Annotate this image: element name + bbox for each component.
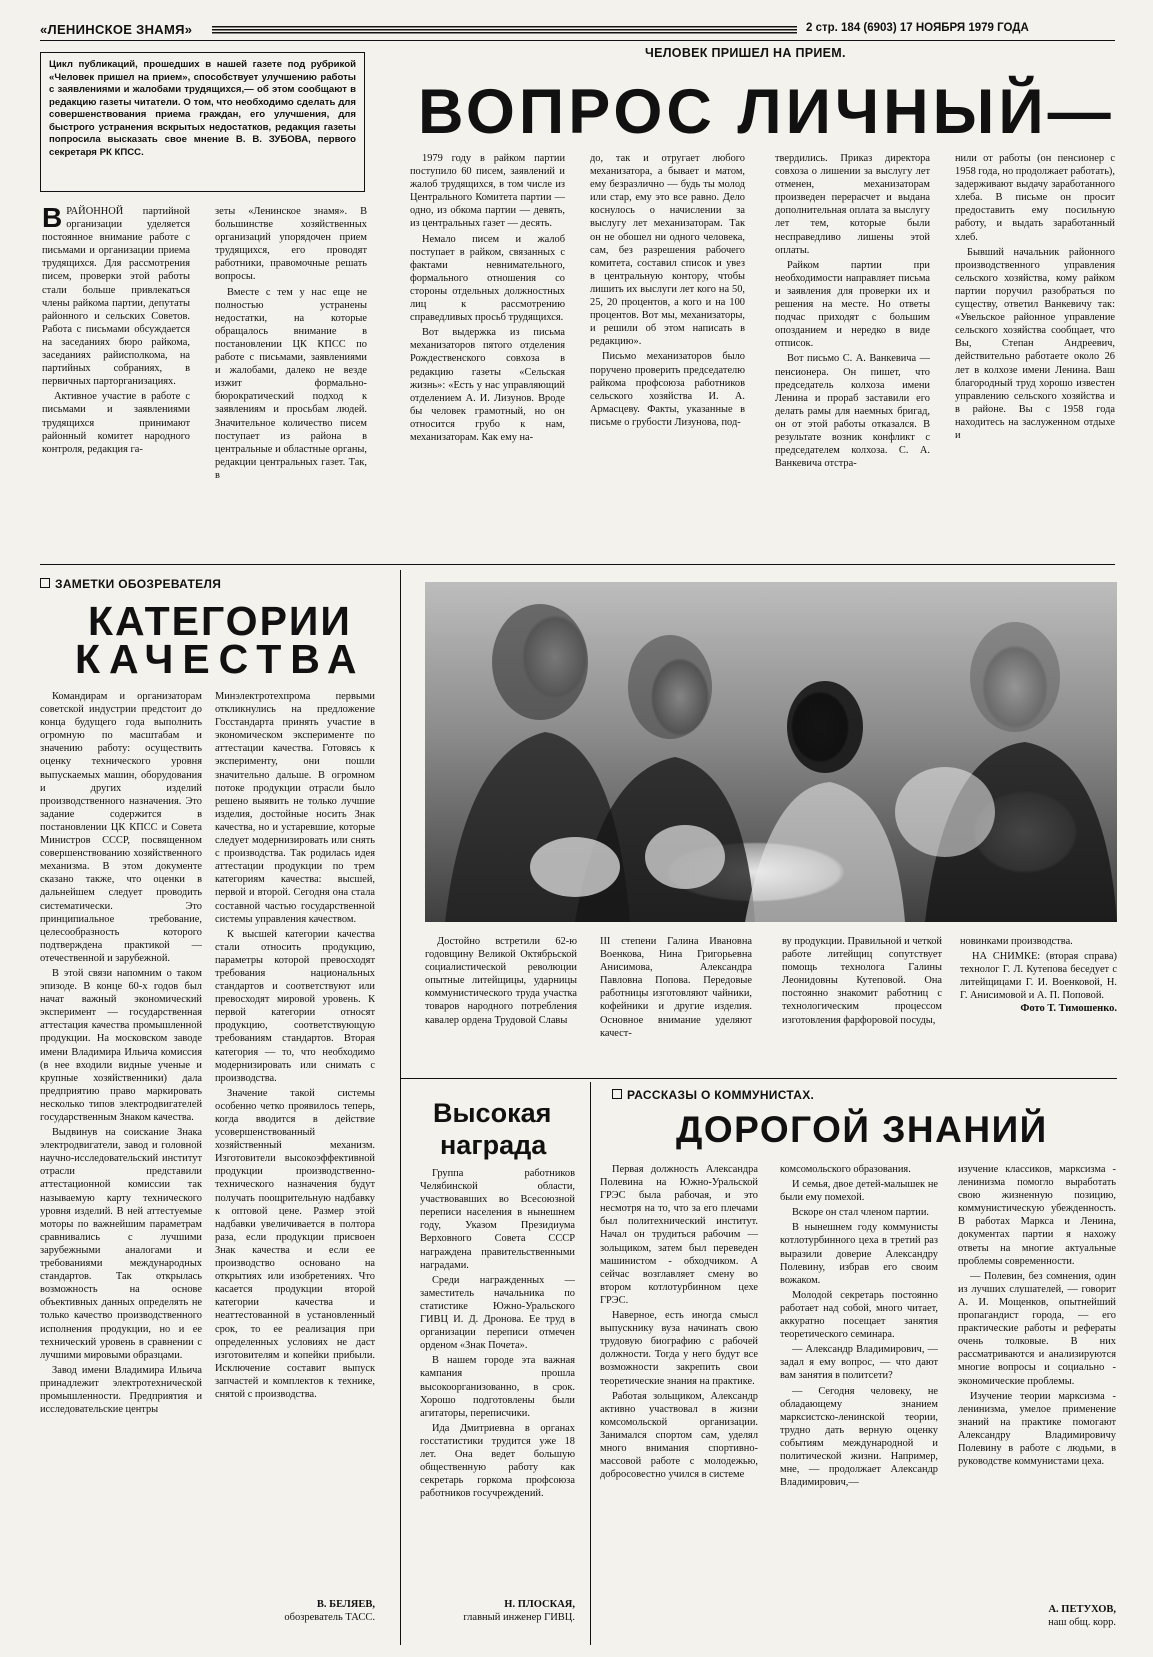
article1-lead-text: Цикл публикаций, прошедших в нашей газете под рубрикой «Человек пришел на прием», способствует улучшению работы с заявлениями и жалобами трудящихся,— об этом сообщают в редакцию газеты читатели. О том, что необходимо сделать для совершенствования приема граждан, его улучшения, для быстрого устранения вскрытых недостатков, редакция газеты попросила высказать свое мнение В. В. ЗУБОВА, первого секретаря РК КПСС.: [49, 59, 356, 158]
caption-text: ву продукции. Правильной и четкой работе литейщиц сопутствует помощь технолога Галины Леонидовны Кутеповой. Она постоянно знакомит работниц с технологическим процессом изготовления фарфоровой посуды,: [782, 936, 942, 1026]
article1-column-4: [590, 152, 745, 550]
article1-column-3: [410, 152, 565, 550]
paragraph: Ида Дмитриевна в органах госстатистики трудится уже 18 лет. Она ведет большую общественную работу как секретарь горкома профсоюза работников госучреждений.: [420, 1422, 575, 1500]
article1-column-1: [42, 205, 190, 550]
paragraph: твердились. Приказ директора совхоза о лишении за выслугу лет отменен, механизаторам произведен перерасчет и выдана дополнительная оплата за выслугу лет тем, которые были несправедливо лишены этой оплаты.: [775, 153, 930, 256]
photo-caption-column-2: [600, 935, 752, 1065]
article2-column-1: [40, 690, 202, 1640]
paragraph: — Сегодня человеку, не обладающему знанием марксистско-ленинской теории, трудно дать верную оценку событиям международной и политической жизни. Например, мне, — продолжает Александр Владимирович,—: [780, 1385, 938, 1489]
article3-signature: [420, 1598, 575, 1624]
paragraph: Завод имени Владимира Ильича принадлежит электротехнической промышленности. Предприятия и исследовательские центры: [40, 1364, 202, 1416]
paragraph: В этой связи напомним о таком эпизоде. В конце 60-х годов был начат важный экономический эксперимент — государственная аттестация качества промышленной продукции. На московском заводе имени Владимира Ильича комиссия (в нее входили видные ученые и крупные хозяйственники) дала предприятию право маркировать несколько типов электродвигателей государственным Знаком качества.: [40, 967, 202, 1123]
caption-text: Достойно встретили 62-ю годовщину Великой Октябрьской социалистической революции опытные литейщицы, ударницы коммунистического труда участка товаров народного потребления кавалер ордена Трудовой Славы: [425, 936, 577, 1026]
article2-column-2: [215, 690, 375, 1590]
photo-description: НА СНИМКЕ: (вторая справа) технолог Г. Л. Кутепова беседует с литейщицами Г. И. Военковой, Н. Г. Анисимовой и А. П. Поповой.: [960, 951, 1117, 1002]
news-photo-workers: [425, 582, 1117, 922]
paragraph: И семья, двое детей-малышек не были ему помехой.: [780, 1179, 938, 1204]
paragraph: Работая зольщиком, Александр активно участвовал в жизни комсомольской организации. Занимался спортом сам, уделял много внимания спортивно-массовой работе с молодежью, добросовестно учился в системе: [600, 1390, 758, 1481]
article1-column-2: [215, 205, 367, 550]
paragraph: изучение классиков, марксизма - ленинизма помогло выработать свою жизненную позицию, коммунистическую убежденность. В работах Маркса и Ленина, документах партии я нахожу ответы на многие актуальные проблемы современности.: [958, 1164, 1116, 1267]
paragraph: до, так и отругает любого механизатора, а бывает и матом, ему безразлично — будь ты молод или стар, ему это все равно. Дело коснулось о начислении за выслугу лет механизаторам. Так он не обошел ни одного человека, сам, без разрешения рабочего комитета, составил список и увез в центральную контору, чтобы лишить их выслуги лет кого на 50, 25, 20 процентов, а кого и на 100 процентов. Вот мы, механизаторы, и решили об этом написать в редакцию».: [590, 153, 745, 348]
paragraph: Вот письмо С. А. Ванкевича — пенсионера. Он пишет, что председатель колхоза имени Ленина и прораб заставили его делать рамы для наемных бригад, он от этой работы отказался. В результате возник конфликт с председателем колхоза. С. А. Ванкевича отстра-: [775, 353, 930, 470]
author-name: В. БЕЛЯЕВ,: [316, 1599, 375, 1610]
article4-column-1: [600, 1163, 758, 1628]
paragraph: Группа работников Челябинской области, участвовавших во Всесоюзной переписи населения в нынешнем году, Указом Президиума Верховного Совета СССР награждена правительственными наградами.: [420, 1168, 575, 1271]
paragraph: Первая должность Александра Полевина на Южно-Уральской ГРЭС была рабочая, и это несмотря на то, что за его плечами был политехнический институт. Начал он трудиться рабочим — зольщиком, затем был переведен машинистом - обходчиком. А сейчас возглавляет смену во втором котлотурбинном цехе ГРЭС.: [600, 1164, 758, 1306]
article1-rubric: ЧЕЛОВЕК ПРИШЕЛ НА ПРИЕМ.: [645, 46, 846, 60]
paragraph: Вместе с тем у нас еще не полностью устранены недостатки, на которые обращалось внимание в постановлении ЦК КПСС по работе с письмами, заявлениями и жалобами, далеко не везде изжит формально-бюрократический подход к заявлениям и просьбам людей. Значительное количество писем поступает из района в центральные и областные органы, редакции центральных газет. Так, в: [215, 286, 367, 481]
author-name: Н. ПЛОСКАЯ,: [504, 1599, 575, 1610]
article2-rubric: [40, 577, 221, 591]
paragraph: В нашем городе эта важная кампания прошла высокоорганизованно, в срок. Хорошо подготовлены были агитаторы, переписчики.: [420, 1355, 575, 1419]
square-bullet-icon: [612, 1089, 622, 1099]
masthead-issue-info: 2 стр. 184 (6903) 17 НОЯБРЯ 1979 ГОДА: [806, 22, 1029, 34]
paragraph: Командирам и организаторам советской индустрии предстоит до конца будущего года выполнить огромную по масштабам и значению работу: осуществить оценку технического уровня выпускаемых машин, оборудования и других изделий производственного назначения. Это задание содержится в постановлении ЦК КПСС и Совета Министров СССР, посвященном совершенствованию хозяйственного механизма. В этом документе сказано также, что оценки в дальнейшем следует проводить систематически. Это принципиальное требование, целесообразность которого подтверждена практикой — отечественной и зарубежной.: [40, 691, 202, 964]
paragraph: Молодой секретарь постоянно работает над собой, много читает, аккуратно посещает занятия теоретического семинара.: [780, 1289, 938, 1341]
column-rule: [590, 1082, 591, 1645]
caption-text: III степени Галина Ивановна Военкова, Нина Григорьевна Анисимова, Александра Павловна Попова. Передовые работницы изготовляют чайники, кофейники и другие изделия. Основное внимание уделяют качест-: [600, 936, 752, 1039]
photo-credit: Фото Т. Тимошенко.: [1020, 1003, 1117, 1015]
article3-headline-2: награда: [440, 1130, 547, 1160]
column-rule: [400, 570, 401, 1645]
paragraph: — Александр Владимирович, — задал я ему вопрос, — что дают вам занятия в политсети?: [780, 1344, 938, 1382]
article1-headline: ВОПРОС ЛИЧНЫЙ—: [418, 77, 1115, 147]
photo-caption-column-1: [425, 935, 577, 1065]
paragraph: РАЙОННОЙ партийной организации уделяется постоянное внимание работе с письмами и организации приема трудящихся. Для рассмотрения писем, проверки этой работы стали больше привлекаться члены райкома партии, депутаты районного и сельских Советов. Работа с письмами обсуждается на заседаниях бюро райкома, заседаниях райисполкома, на партийных собраниях, в первичных парторганизациях.: [42, 206, 190, 388]
paragraph: Райком партии при необходимости направляет письма и заявления для проверки их и решения на месте. Но ответы подчас приходят с большим опозданием и нередко в виде отписок.: [775, 259, 930, 350]
paragraph: Изучение теории марксизма - ленинизма, умелое применение знаний на практике помогают Александру Владимировичу Полевину в работе с людьми, в руководстве коммунистами цеха.: [958, 1390, 1116, 1468]
paragraph: Минэлектротехпрома первыми откликнулись на предложение Госстандарта принять участие в экономическом эксперименте по аттестации качества. Готовясь к эксперименту, они пошли значительно дальше. В огромном потоке продукции отрасли было решено выявить не только лучшие изделия, достойные носить Знак качества, но и устаревшие, которые следует модернизировать или снять с производства. Так родилась идея аттестации продукции по трем категориям качества: высшей, первой и второй. Сегодня она стала составной частью государственной системы управления качеством.: [215, 691, 375, 925]
article2-signature: [215, 1598, 375, 1624]
article2-rubric-text: ЗАМЕТКИ ОБОЗРЕВАТЕЛЯ: [55, 577, 222, 591]
paragraph: нили от работы (он пенсионер с 1958 года, но продолжает работать), задерживают выдачу заработанного хлеба. В письме он просит предоставить ему посильную работу, и выдать заработанный хлеб.: [955, 153, 1115, 243]
paragraph: Письмо механизаторов было поручено проверить председателю райкома профсоюза работников сельского хозяйства И. А. Армасцеву. Факты, указанные в письме о грубости Лизунова, под-: [590, 351, 745, 428]
article3-headline-1: Высокая: [433, 1098, 552, 1128]
photo-caption-column-3: [782, 935, 942, 1065]
photo-caption-column-4: [960, 935, 1117, 1065]
article1-column-6: [955, 152, 1115, 550]
masthead-rule: [40, 40, 1115, 41]
article2-headline-1: КАТЕГОРИИ: [88, 598, 352, 644]
paragraph: Значение такой системы особенно четко проявилось теперь, когда вводится в действие усовершенствованный хозяйственный механизм. Изготовители высокоэффективной продукции производственно-технического назначения будут получать поощрительную надбавку к оптовой цене. Размер этой надбавки увеличивается в полтора раза, если продукции присвоен Знак качества и если ее производство основано на открытиях или изобретениях. Что касается продукции второй категории качества и неаттестованной в установленный срок, то ее реализация при определенных условиях не даст изготовителям и копейки прибыли. Исключение составит выпуск запчастей и комплектов к технике, снятой с производства.: [215, 1087, 375, 1400]
author-role: наш общ. корр.: [1048, 1617, 1116, 1628]
paragraph: Наверное, есть иногда смысл выпускнику вуза начинать свою трудовую биографию с рабочей должности. Тогда у него будут все возможности закрепить свои теоретические знания на практике.: [600, 1310, 758, 1387]
paragraph: Вот выдержка из письма механизаторов пятого отделения Рождественского совхоза в редакцию газеты «Сельская жизнь»: «Есть у нас управляющий отделением А. И. Лизунов. Вроде бы человек грамотный, но он относится грубо к нам, механизаторам. Как ему на-: [410, 327, 565, 443]
article4-column-3: [958, 1163, 1116, 1603]
paragraph: Среди награжденных — заместитель начальника по статистике Южно-Уральского ГИВЦ И. Д. Дронова. Ее труд в организации переписи отмечен орденом «Знак Почета».: [420, 1274, 575, 1352]
paragraph: — Полевин, без сомнения, один из лучших слушателей, — говорит А. И. Мощенков, опытнейший пропагандист города, — его практические работы и рефераты очень толковые. В них рассматриваются и анализируются многие вопросы и социально - экономические проблемы.: [958, 1270, 1116, 1387]
author-role: обозреватель ТАСС.: [284, 1612, 375, 1623]
caption-text: новинками производства.: [960, 936, 1073, 947]
photo-silhouettes: [425, 582, 1117, 922]
paragraph: Вскоре он стал членом партии.: [792, 1207, 930, 1219]
paragraph: 1979 году в райком партии поступило 60 писем, заявлений и жалоб трудящихся, в том числе из Центрального Комитета партии — одно, из обкома партии — девять, из центральных газет — десять.: [410, 153, 565, 230]
article4-column-2: [780, 1163, 938, 1628]
article4-rubric-text: РАССКАЗЫ О КОММУНИСТАХ.: [627, 1088, 815, 1102]
paragraph: В нынешнем году коммунисты котлотурбинного цеха в третий раз выразили доверие Александру Полевину, избрав его своим вожаком.: [780, 1222, 938, 1286]
paragraph: Активное участие в работе с письмами и заявлениями трудящихся принимают районный комитет народного контроля, редакция га-: [42, 391, 190, 455]
author-name: А. ПЕТУХОВ,: [1048, 1604, 1116, 1615]
paragraph: К высшей категории качества стали относить продукцию, параметры которой превосходят требования национальных стандартов и соответствуют или превосходят мировой уровень. К первой категории относят продукцию, соответствующую требованиям стандартов. Вторая категория — то, что необходимо модернизировать или снимать с производства.: [215, 928, 375, 1084]
paragraph: Бывший начальник районного производственного управления сельского хозяйства, кому райком партии поручил разобраться по существу, ответил Ванкевичу так: «Увельское районное управление сельского хозяйства сообщает, что Вы, Степан Андреевич, действительно работаете около 26 лет в колхозе имени Ленина. Ваш благородный труд хорошо известен управлению сельского хозяйства и в районе. Вы с 1958 года находитесь на заслуженном отдыхе и: [955, 246, 1115, 441]
article2-headline-2: КАЧЕСТВА: [75, 636, 366, 682]
article4-signature: [958, 1603, 1116, 1629]
paragraph: Немало писем и жалоб поступает в райком, связанных с фактами невнимательного, формального отношения со стороны отдельных должностных лиц к рассмотрению справедливых просьб трудящихся.: [410, 233, 565, 324]
article4-headline: ДОРОГОЙ ЗНАНИЙ: [676, 1109, 1048, 1150]
masthead-hatch: [212, 26, 797, 35]
masthead-paper-name: «ЛЕНИНСКОЕ ЗНАМЯ»: [40, 22, 193, 37]
author-role: главный инженер ГИВЦ.: [463, 1612, 575, 1623]
article3-body: [420, 1167, 575, 1587]
article1-dropcap: В: [42, 205, 63, 233]
paragraph: комсомольского образования.: [780, 1164, 911, 1175]
article1-column-5: [775, 152, 930, 550]
square-bullet-icon: [40, 578, 50, 588]
paragraph: Выдвинув на соискание Знака электродвигатели, завод и головной научно-исследовательский институт отрасли представили аттестационной комиссии так называемую карту технического уровня изделий. В ней аттестуемые моторы по важнейшим параметрам сравнивались с лучшими зарубежными аналогами и требованиями международных стандартов. Так открылась возможность на основе объективных данных определять не только качество производственного исполнения продукции, но и ее технический уровень в сравнении с лучшими мировыми образцами.: [40, 1127, 202, 1361]
article4-rubric: [612, 1088, 814, 1102]
section-rule: [40, 564, 1115, 565]
paragraph: зеты «Ленинское знамя». В большинстве хозяйственных организаций упорядочен прием трудящихся, его проводят работники, правомочные решать вопросы.: [215, 206, 367, 283]
article1-lead-box: [40, 52, 365, 192]
section-rule: [400, 1078, 1117, 1079]
